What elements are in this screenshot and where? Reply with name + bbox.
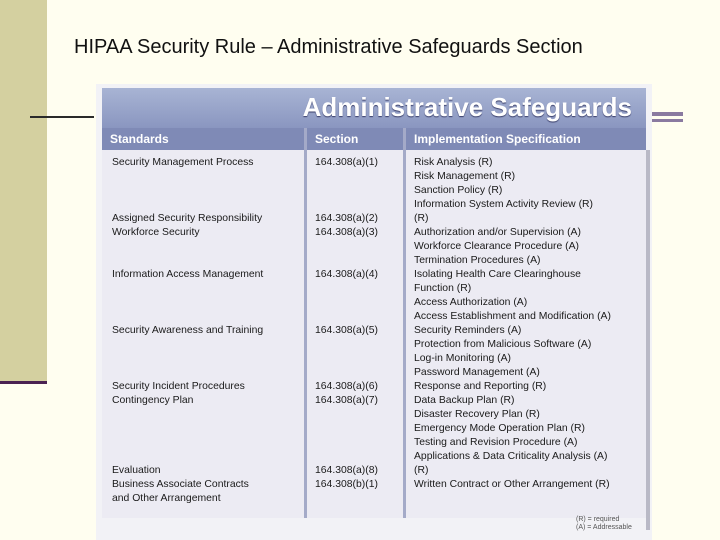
section-cell: 164.308(a)(2) bbox=[315, 213, 378, 224]
standard-cell: Assigned Security Responsibility bbox=[112, 213, 263, 224]
specification-cell: Data Backup Plan (R) bbox=[414, 395, 515, 406]
specification-cell: (R) bbox=[414, 213, 429, 224]
specification-cell: Access Establishment and Modification (A) bbox=[414, 311, 611, 322]
section-cell: 164.308(a)(4) bbox=[315, 269, 378, 280]
standard-cell: and Other Arrangement bbox=[112, 493, 221, 504]
specification-cell: (R) bbox=[414, 465, 429, 476]
header-implementation-specification: Implementation Specification bbox=[406, 128, 646, 150]
column-separator bbox=[304, 128, 307, 518]
standard-cell: Business Associate Contracts bbox=[112, 479, 249, 490]
specification-cell: Emergency Mode Operation Plan (R) bbox=[414, 423, 585, 434]
section-cell: 164.308(b)(1) bbox=[315, 479, 378, 490]
specification-cell: Workforce Clearance Procedure (A) bbox=[414, 241, 579, 252]
table-title: Administrative Safeguards bbox=[302, 92, 632, 122]
specification-cell: Access Authorization (A) bbox=[414, 297, 528, 308]
title-divider-right bbox=[652, 112, 683, 122]
legend-addressable: (A) = Addressable bbox=[576, 524, 632, 531]
section-cell: 164.308(a)(3) bbox=[315, 227, 378, 238]
table-legend bbox=[576, 516, 632, 532]
specification-cell: Written Contract or Other Arrangement (R) bbox=[414, 479, 610, 490]
specification-cell: Testing and Revision Procedure (A) bbox=[414, 437, 578, 448]
header-standards: Standards bbox=[102, 128, 304, 150]
specification-cell: Disaster Recovery Plan (R) bbox=[414, 409, 540, 420]
specification-cell: Log-in Monitoring (A) bbox=[414, 353, 512, 364]
standard-cell: Evaluation bbox=[112, 465, 161, 476]
specification-cell: Risk Management (R) bbox=[414, 171, 516, 182]
standard-cell: Security Incident Procedures bbox=[112, 381, 245, 392]
specification-cell: Applications & Data Criticality Analysis (A) bbox=[414, 451, 608, 462]
specification-cell: Password Management (A) bbox=[414, 367, 540, 378]
header-section: Section bbox=[307, 128, 403, 150]
legend-required: (R) = required bbox=[576, 516, 620, 523]
safeguards-table-image bbox=[96, 84, 652, 540]
slide-title: HIPAA Security Rule – Administrative Safeguards Section bbox=[74, 36, 583, 58]
specification-cell: Termination Procedures (A) bbox=[414, 255, 541, 266]
specification-cell: Sanction Policy (R) bbox=[414, 185, 503, 196]
section-cell: 164.308(a)(1) bbox=[315, 157, 378, 168]
specification-cell: Risk Analysis (R) bbox=[414, 157, 493, 168]
specification-cell: Security Reminders (A) bbox=[414, 325, 522, 336]
specification-cell: Authorization and/or Supervision (A) bbox=[414, 227, 581, 238]
standard-cell: Workforce Security bbox=[112, 227, 200, 238]
specification-cell: Response and Reporting (R) bbox=[414, 381, 547, 392]
section-cell: 164.308(a)(6) bbox=[315, 381, 378, 392]
section-cell: 164.308(a)(5) bbox=[315, 325, 378, 336]
column-separator bbox=[403, 128, 406, 518]
sidebar-accent-line bbox=[0, 381, 47, 384]
title-divider-left bbox=[30, 116, 94, 118]
specification-cell: Protection from Malicious Software (A) bbox=[414, 339, 592, 350]
specification-cell: Information System Activity Review (R) bbox=[414, 199, 593, 210]
standard-cell: Security Awareness and Training bbox=[112, 325, 264, 336]
standard-cell: Information Access Management bbox=[112, 269, 264, 280]
specification-cell: Function (R) bbox=[414, 283, 472, 294]
figure-shadow bbox=[646, 150, 650, 530]
table-title-band bbox=[102, 88, 646, 128]
standard-cell: Contingency Plan bbox=[112, 395, 194, 406]
slide-sidebar-bar bbox=[0, 0, 47, 383]
section-cell: 164.308(a)(8) bbox=[315, 465, 378, 476]
section-cell: 164.308(a)(7) bbox=[315, 395, 378, 406]
standard-cell: Security Management Process bbox=[112, 157, 254, 168]
specification-cell: Isolating Health Care Clearinghouse bbox=[414, 269, 581, 280]
